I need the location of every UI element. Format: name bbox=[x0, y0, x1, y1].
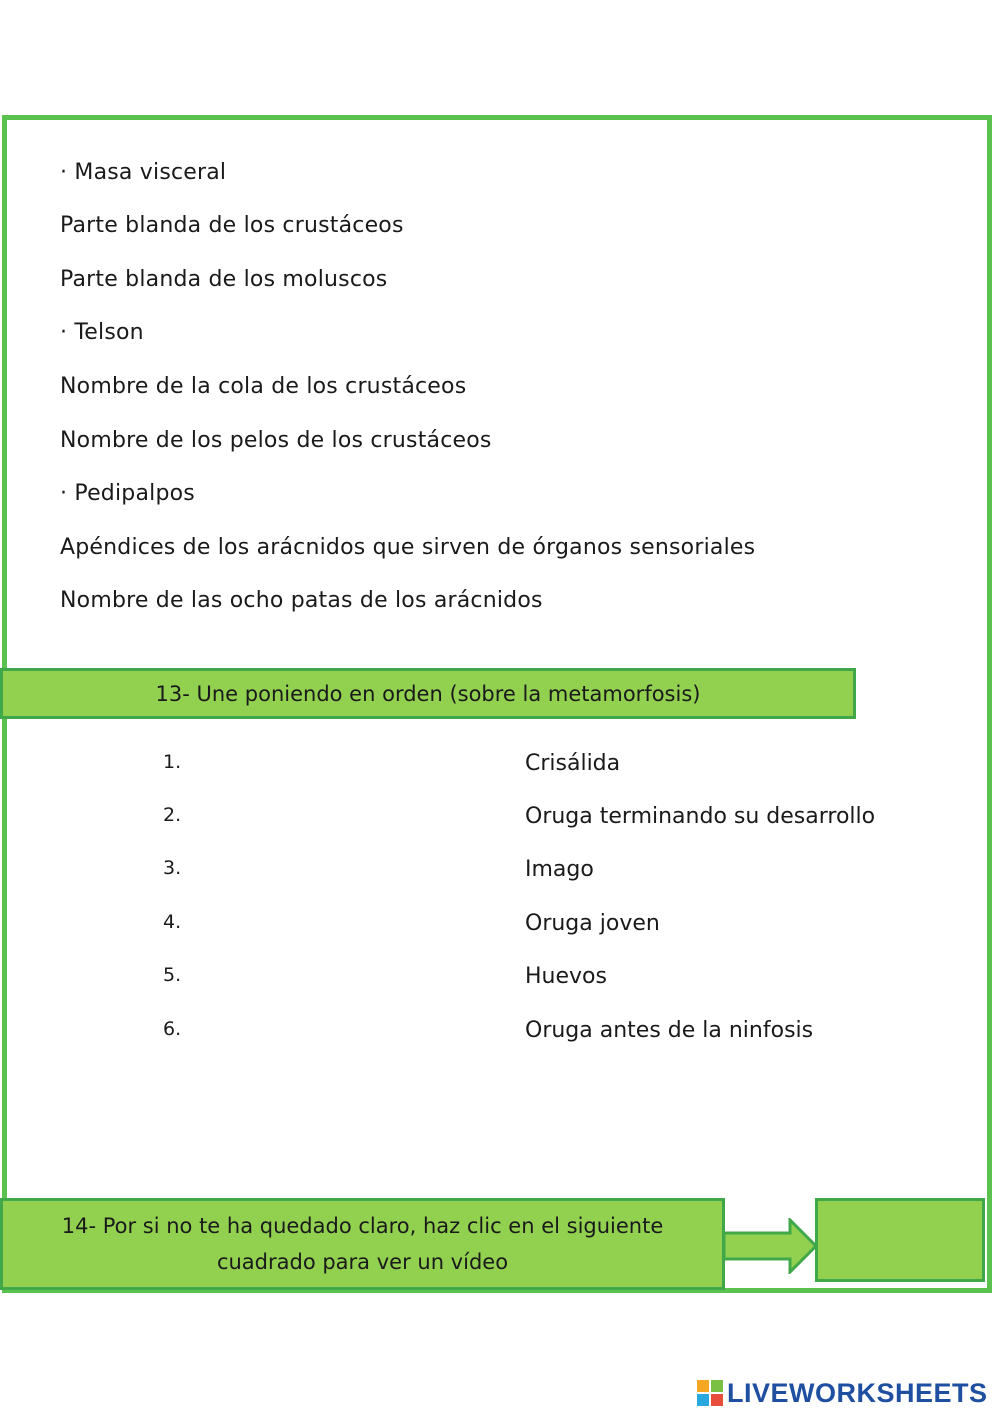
liveworksheets-logo-icon bbox=[697, 1380, 723, 1406]
section-13-title: 13- Une poniendo en orden (sobre la metamorfosis) bbox=[155, 681, 701, 706]
section-14-title-line2: cuadrado para ver un vídeo bbox=[216, 1250, 509, 1274]
order-number-2: 2. bbox=[163, 804, 182, 826]
text-line-7: · Pedipalpos bbox=[60, 481, 195, 506]
text-line-3: Parte blanda de los moluscos bbox=[60, 267, 388, 292]
match-option-6[interactable]: Oruga antes de la ninfosis bbox=[525, 1018, 814, 1043]
order-number-6: 6. bbox=[163, 1018, 182, 1040]
order-number-4: 4. bbox=[163, 911, 182, 933]
section-14-title-line1: 14- Por si no te ha quedado claro, haz clic en el siguiente bbox=[61, 1214, 664, 1238]
match-option-5[interactable]: Huevos bbox=[525, 964, 607, 989]
match-option-1[interactable]: Crisálida bbox=[525, 751, 621, 776]
brand-name: LIVEWORKSHEETS bbox=[727, 1377, 988, 1408]
text-line-2: Parte blanda de los crustáceos bbox=[60, 213, 404, 238]
text-line-9: Nombre de las ocho patas de los arácnidos bbox=[60, 588, 543, 613]
text-line-6: Nombre de los pelos de los crustáceos bbox=[60, 428, 492, 453]
section-13-banner bbox=[0, 668, 856, 719]
order-number-3: 3. bbox=[163, 857, 182, 879]
match-option-4[interactable]: Oruga joven bbox=[525, 911, 660, 936]
right-arrow-icon bbox=[722, 1218, 818, 1274]
order-number-1: 1. bbox=[163, 751, 182, 773]
liveworksheets-logo[interactable] bbox=[697, 1378, 988, 1408]
text-line-1: · Masa visceral bbox=[60, 160, 227, 185]
section-14-banner bbox=[0, 1198, 725, 1290]
match-option-2[interactable]: Oruga terminando su desarrollo bbox=[525, 804, 876, 829]
video-link-box[interactable] bbox=[815, 1198, 985, 1282]
text-line-8: Apéndices de los arácnidos que sirven de órganos sensoriales bbox=[60, 535, 756, 560]
match-option-3[interactable]: Imago bbox=[525, 857, 594, 882]
order-number-5: 5. bbox=[163, 964, 182, 986]
text-line-5: Nombre de la cola de los crustáceos bbox=[60, 374, 467, 399]
text-line-4: · Telson bbox=[60, 320, 144, 345]
